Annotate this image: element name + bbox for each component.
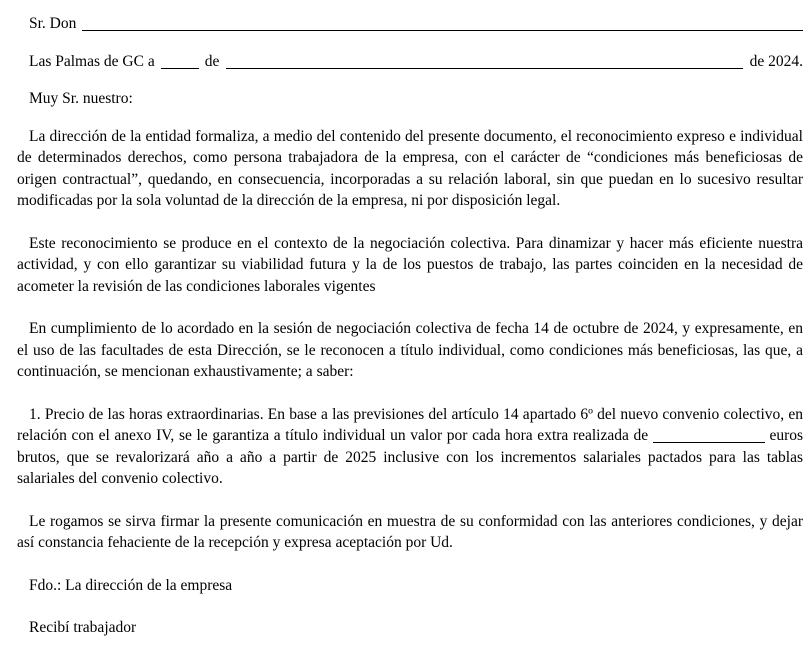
paragraph-context: Este reconocimiento se produce en el contexto de la negociación colectiva. Para dinamizar y hacer más eficiente nuestra actividad, y con ello garantizar su viabilidad futura y la de los puestos de trabajo, las partes coinciden en la necesidad de acometer la revisión de las condiciones laborales vigentes	[17, 234, 803, 295]
salutation: Muy Sr. nuestro:	[29, 90, 133, 107]
clause-overtime-text-before: 1. Precio de las horas extraordinarias. En base a las previsiones del artículo 14 apartado 6º del nuevo convenio colectivo, en relación con el anexo IV, se le garantiza a título individual un valor por cada hora extra realizada de	[17, 405, 803, 444]
closing-paragraph: Le rogamos se sirva firmar la presente comunicación en muestra de su conformidad con las anteriores condiciones, y dejar así constancia fehaciente de la recepción y expresa aceptación por Ud.	[17, 512, 803, 551]
date-year-label: de 2024.	[749, 52, 803, 70]
date-line	[17, 51, 803, 73]
signature-company: Fdo.: La dirección de la empresa	[29, 576, 233, 594]
clause-overtime-text-after: euros brutos, que se revalorizará año a año a partir de 2025 inclusive con los incrementos salariales pactados para las tablas salariales del convenio colectivo.	[17, 427, 804, 487]
signature-worker: Recibí trabajador	[29, 619, 137, 636]
date-month-blank	[226, 68, 742, 69]
date-de-label: de	[204, 52, 220, 70]
recipient-label: Sr. Don	[29, 15, 77, 32]
paragraph-agreement: En cumplimiento de lo acordado en la sesión de negociación colectiva de fecha 14 de octubre de 2024, y expresamente, en el uso de las facultades de esta Dirección, se le reconocen a título individual, como condiciones más beneficiosas, las que, a continuación, se mencionan exhaustivamente; a saber:	[17, 320, 803, 380]
recipient-line	[17, 13, 803, 35]
clause-overtime-paragraph	[17, 404, 803, 490]
recipient-name-blank	[82, 30, 803, 31]
amount-blank	[653, 442, 765, 443]
paragraph-recognition: La dirección de la entidad formaliza, a medio del contenido del presente documento, el reconocimiento expreso e individual de determinados derechos, como persona trabajadora de la empresa, con el carácter de “condiciones más beneficiosas de origen contractual”, quedando, en consecuencia, incorporadas a su relación laboral, sin que puedan en lo sucesivo resultar modificadas por la sola voluntad de la dirección de la empresa, ni por disposición legal.	[17, 127, 803, 209]
date-city-label: Las Palmas de GC a	[29, 52, 155, 70]
date-day-blank	[161, 68, 199, 69]
